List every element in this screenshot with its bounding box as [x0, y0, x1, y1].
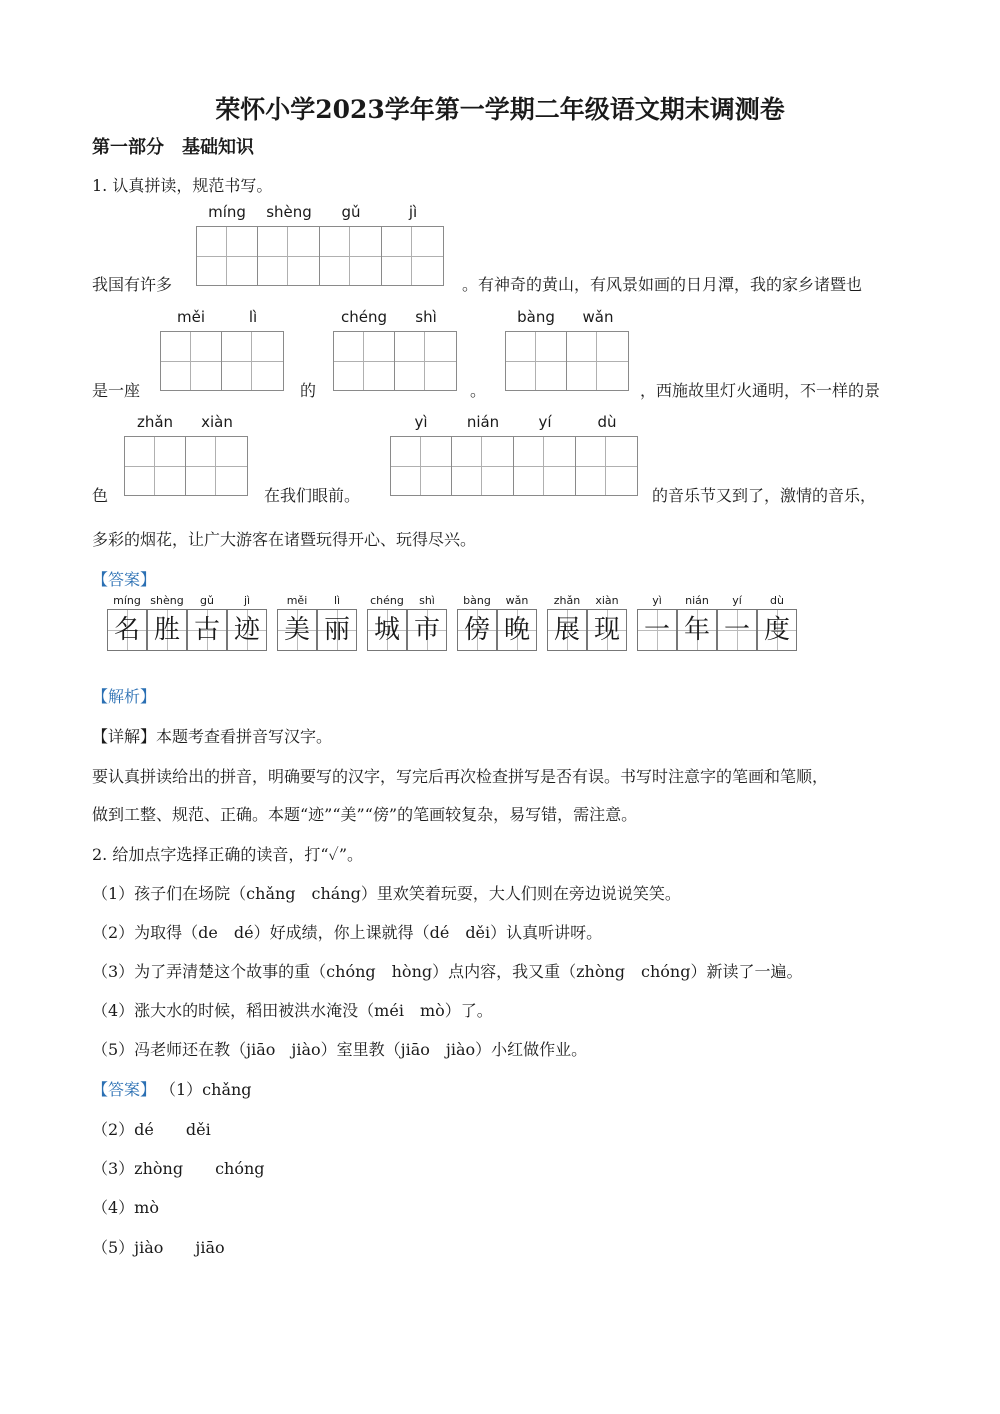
- answer-char: 迹: [227, 609, 267, 651]
- writing-cell[interactable]: [382, 226, 444, 286]
- pinyin-label: yì: [414, 413, 428, 431]
- q1-text: 的: [300, 381, 317, 400]
- q1-text: 的音乐节又到了，激情的音乐，: [652, 486, 877, 505]
- pinyin-label: shèng: [266, 203, 312, 221]
- pinyin-label: bàng: [517, 308, 555, 326]
- answer-char: 市: [407, 609, 447, 651]
- answer-pinyin: xiàn: [595, 594, 619, 607]
- section-heading: 第一部分 基础知识: [92, 137, 254, 158]
- writing-cell[interactable]: [505, 331, 567, 391]
- answer-char: 一: [717, 609, 757, 651]
- q2-item: （4）涨大水的时候，稻田被洪水淹没（méi mò）了。: [92, 1001, 493, 1020]
- answer-char: 美: [277, 609, 317, 651]
- answer-pinyin: míng: [113, 594, 141, 607]
- pinyin-label: nián: [466, 413, 500, 431]
- pinyin-label: wǎn: [582, 308, 614, 326]
- pinyin-label: gǔ: [341, 203, 361, 221]
- pinyin-label: shì: [415, 308, 437, 326]
- explain-text: 要认真拼读给出的拼音，明确要写的汉字，写完后再次检查拼写是否有误。书写时注意字的笔画和笔顺，: [92, 767, 829, 786]
- q2-answer: （1）chǎng: [160, 1080, 252, 1099]
- analysis-label: 【解析】: [92, 687, 157, 706]
- answer-pinyin: shì: [419, 594, 435, 607]
- pinyin-label: xiàn: [201, 413, 233, 431]
- pinyin-label: lì: [248, 308, 258, 326]
- q1-text: 是一座: [92, 381, 141, 400]
- writing-cell[interactable]: [258, 226, 320, 286]
- answer-char: 古: [187, 609, 227, 651]
- answer-char: 城: [367, 609, 407, 651]
- answer-char: 一: [637, 609, 677, 651]
- writing-cell[interactable]: [576, 436, 638, 496]
- writing-cell[interactable]: [514, 436, 576, 496]
- pinyin-label: zhǎn: [136, 413, 174, 431]
- writing-cell[interactable]: [452, 436, 514, 496]
- answer-pinyin: bàng: [463, 594, 491, 607]
- q2-item: （3）为了弄清楚这个故事的重（chóng hòng）点内容，我又重（zhòng chóng）新读了一遍。: [92, 962, 803, 981]
- answer-pinyin: nián: [685, 594, 709, 607]
- detail-text: 【详解】本题考查看拼音写汉字。: [92, 727, 333, 746]
- answer-char: 现: [587, 609, 627, 651]
- answer-char: 傍: [457, 609, 497, 651]
- answer-char: 年: [677, 609, 717, 651]
- q2-answer: （3）zhòng chóng: [92, 1159, 265, 1178]
- answer-pinyin: yì: [652, 594, 662, 607]
- q2-item: （1）孩子们在场院（chǎng cháng）里欢笑着玩耍，大人们则在旁边说说笑笑。: [92, 884, 681, 903]
- q1-text: 。有神奇的黄山，有风景如画的日月潭，我的家乡诸暨也: [462, 275, 863, 294]
- answer-pinyin: jì: [243, 594, 251, 607]
- answer-char: 丽: [317, 609, 357, 651]
- answer-pinyin: měi: [286, 594, 308, 607]
- q1-text: 在我们眼前。: [264, 486, 361, 505]
- answer-char: 胜: [147, 609, 187, 651]
- q2-answer: （2）dé děi: [92, 1120, 211, 1139]
- writing-cell[interactable]: [395, 331, 457, 391]
- q1-text: 多彩的烟花，让广大游客在诸暨玩得开心、玩得尽兴。: [92, 530, 477, 549]
- q2-answer: （4）mò: [92, 1198, 159, 1217]
- writing-cell[interactable]: [124, 436, 186, 496]
- writing-grid-3[interactable]: [333, 331, 457, 391]
- writing-cell[interactable]: [186, 436, 248, 496]
- answer-pinyin: lì: [333, 594, 341, 607]
- writing-grid-2[interactable]: [160, 331, 284, 391]
- answer-pinyin: wǎn: [505, 594, 529, 607]
- pinyin-label: jì: [408, 203, 418, 221]
- pinyin-label: míng: [208, 203, 246, 221]
- answer-label: 【答案】: [92, 570, 157, 589]
- q2-prompt: 2. 给加点字选择正确的读音，打“✓”。: [92, 845, 364, 864]
- q1-text: 色: [92, 486, 109, 505]
- pinyin-label: dù: [597, 413, 617, 431]
- writing-grid-4[interactable]: [505, 331, 629, 391]
- answer-pinyin: chéng: [370, 594, 404, 607]
- q2-item: （5）冯老师还在教（jiāo jiào）室里教（jiāo jiào）小红做作业。: [92, 1040, 588, 1059]
- pinyin-label: yí: [538, 413, 552, 431]
- writing-cell[interactable]: [320, 226, 382, 286]
- answer-char: 晚: [497, 609, 537, 651]
- q1-text: ，西施故里灯火通明，不一样的景: [640, 381, 881, 400]
- writing-cell[interactable]: [333, 331, 395, 391]
- answer-char: 展: [547, 609, 587, 651]
- writing-cell[interactable]: [222, 331, 284, 391]
- answer-pinyin: dù: [770, 594, 784, 607]
- answer-char: 度: [757, 609, 797, 651]
- writing-grid-1[interactable]: [196, 226, 444, 286]
- writing-cell[interactable]: [567, 331, 629, 391]
- pinyin-label: chéng: [340, 308, 387, 326]
- answer-pinyin: yí: [732, 594, 742, 607]
- writing-grid-5[interactable]: [124, 436, 248, 496]
- q1-text: 。: [470, 381, 487, 400]
- q1-prompt: 1. 认真拼读，规范书写。: [92, 176, 273, 195]
- writing-cell[interactable]: [390, 436, 452, 496]
- page-title: 荣怀小学2023学年第一学期二年级语文期末调测卷: [215, 95, 785, 124]
- answer-pinyin: gǔ: [200, 594, 214, 607]
- q2-answer: （5）jiào jiāo: [92, 1238, 225, 1257]
- answer-char: 名: [107, 609, 147, 651]
- answer-pinyin: zhǎn: [553, 594, 581, 607]
- q1-text: 我国有许多: [92, 275, 173, 294]
- writing-grid-6[interactable]: [390, 436, 638, 496]
- answer-pinyin: shèng: [150, 594, 184, 607]
- answer-label: 【答案】: [92, 1080, 157, 1099]
- q2-item: （2）为取得（de dé）好成绩，你上课就得（dé děi）认真听讲呀。: [92, 923, 603, 942]
- pinyin-label: měi: [176, 308, 205, 326]
- explain-text: 做到工整、规范、正确。本题“迹”“美”“傍”的笔画较复杂，易写错，需注意。: [92, 805, 638, 824]
- writing-cell[interactable]: [160, 331, 222, 391]
- writing-cell[interactable]: [196, 226, 258, 286]
